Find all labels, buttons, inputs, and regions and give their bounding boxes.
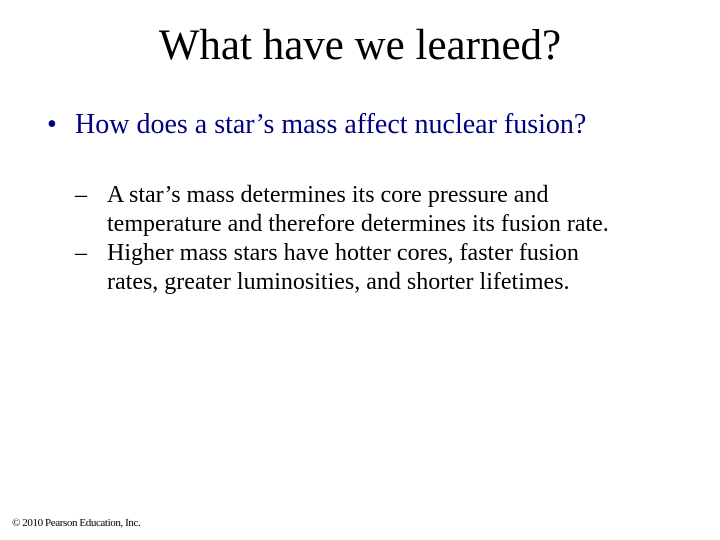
sub-bullet-item: [75, 239, 635, 297]
sub-bullet-item: [75, 181, 635, 239]
sub-bullet-list: [75, 181, 635, 297]
main-bullet: [47, 108, 607, 141]
slide-title: What have we learned?: [158, 22, 562, 69]
bullet-question: How does a star’s mass affect nuclear fusion?: [75, 109, 587, 140]
sub-bullet-text: A star’s mass determines its core pressure and temperature and therefore determines its fusion rate.: [107, 182, 609, 237]
dash-marker: –: [75, 240, 87, 266]
copyright-notice: © 2010 Pearson Education, Inc.: [12, 517, 141, 529]
sub-bullet-text: Higher mass stars have hotter cores, faster fusion rates, greater luminosities, and shorter lifetimes.: [107, 240, 579, 295]
bullet-marker: •: [47, 109, 57, 140]
dash-marker: –: [75, 182, 87, 208]
